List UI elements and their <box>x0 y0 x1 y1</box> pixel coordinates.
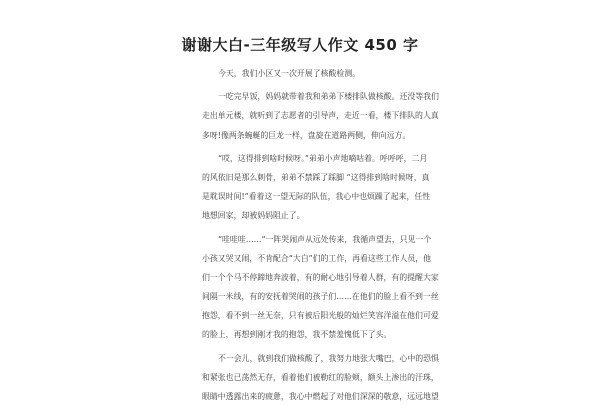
paragraph-4-line: 小孩又哭又闹，不肯配合“大白”们的工作，再看这些工作人员，他 <box>202 253 432 263</box>
paragraph-4-line: 间隔一米线，有的安抚着哭闹的孩子们……在他们的脸上看不到一丝 <box>202 292 439 302</box>
paragraph-3-line: 的风依旧是那么刺骨，弟弟不禁踩了踩脚 “这得排到啥时候呀，真 <box>202 172 430 182</box>
paragraph-2-line: 一吃完早饭，妈妈就带着我和弟弟下楼排队做核酸。还没等我们 <box>218 92 439 102</box>
paragraph-3-line: “哎，这得排到啥时候呀。”弟弟小声地嘀咕着。呼呼呼，二月 <box>218 153 428 163</box>
paragraph-1-line: 今天，我们小区又一次开展了核酸检测。 <box>218 69 361 78</box>
paragraph-4-line: 的脸上，再想到刚才我的抱怨，我不禁羞愧低下了头。 <box>202 330 392 340</box>
paragraph-3-line: 地想回家，却被妈妈阻止了。 <box>202 211 305 221</box>
paragraph-4-line: “哇哇哇……”一阵哭闹声从远处传来，我循声望去，只见一个 <box>218 234 432 244</box>
paragraph-4-line: 们一个个马不停蹄地奔波着，有的耐心地引导着人群，有的提醒大家 <box>202 272 439 282</box>
essay-title: 谢谢大白-三年级写人作文 450 字 <box>181 36 419 54</box>
paragraph-5-line: 不一会儿，就到我们做核酸了，我努力地张大嘴巴，心中的恐惧 <box>218 353 439 363</box>
essay-body <box>202 64 439 406</box>
paragraph-5-line: 和紧张也已荡然无存，看着他们被勒红的脸颊，额头上渗出的汗珠， <box>202 372 439 382</box>
paragraph-5-line: 眼睛中透露出来的疲惫，我心中燃起了对他们深深的敬意，远远地望 <box>202 392 439 401</box>
paragraph-2-line: 多呀!像两条蜿蜒的巨龙一样，盘旋在道路两侧，伸向远方。 <box>202 130 411 140</box>
paragraph-4-line: 抱怨，看不到一丝无奈，只有被后阳光般的灿烂笑容洋溢在他们可爱 <box>202 311 439 321</box>
paragraph-2-line: 走出单元楼，就听到了志愿者的引导声，走近一看，楼下排队的人真 <box>202 111 439 121</box>
paragraph-3-line: 是耽误时间!”看着这一望无际的队伍，我心中也烦躁了起来，任性 <box>202 192 431 202</box>
